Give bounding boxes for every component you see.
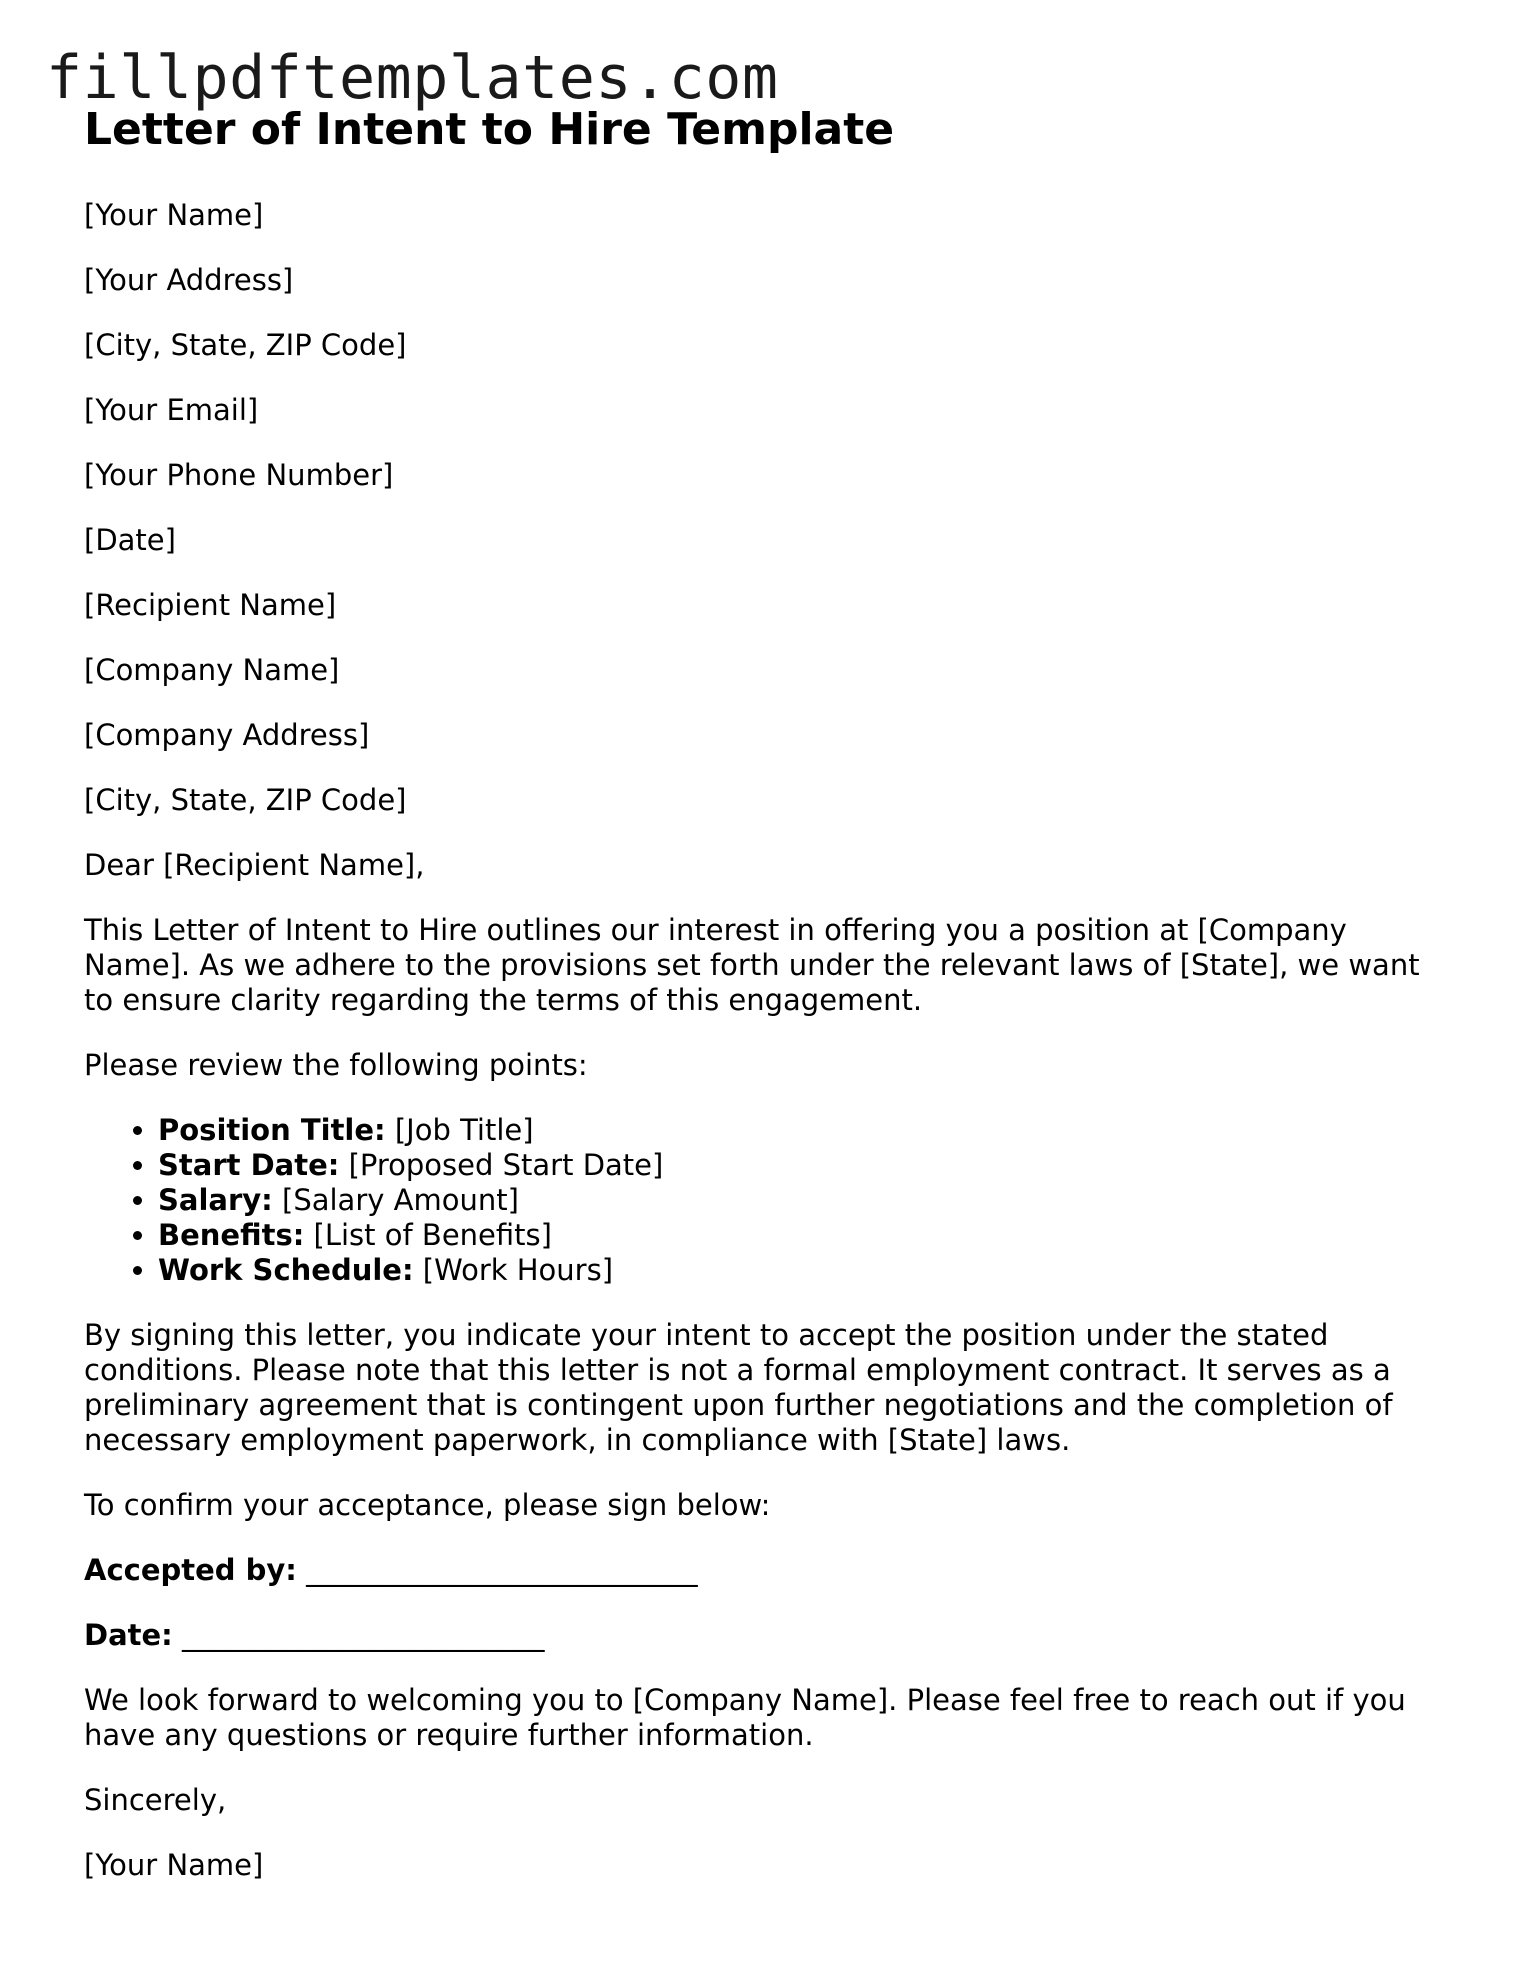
sender-name: [Your Name] — [84, 198, 264, 232]
list-item-label: Benefits: — [158, 1218, 305, 1252]
list-item-value: [List of Benefits] — [304, 1218, 552, 1252]
list-item-value: [Proposed Start Date] — [339, 1148, 664, 1182]
list-item — [158, 1218, 1424, 1253]
confirm-line: To confirm your acceptance, please sign below: — [84, 1488, 771, 1522]
list-item-label: Work Schedule: — [158, 1253, 414, 1287]
letter-date: [Date] — [84, 523, 176, 557]
site-watermark: fillpdftemplates.com — [46, 43, 779, 113]
date-field[interactable] — [84, 1618, 1424, 1653]
sender-address: [Your Address] — [84, 263, 294, 297]
sender-email: [Your Email] — [84, 393, 259, 427]
accepted-by-label: Accepted by: — [84, 1553, 297, 1587]
list-item-value: [Salary Amount] — [272, 1183, 519, 1217]
points-intro: Please review the following points: — [84, 1048, 588, 1082]
list-item — [158, 1148, 1424, 1183]
terms-list — [84, 1113, 1424, 1288]
list-item-label: Salary: — [158, 1183, 273, 1217]
page-title: Letter of Intent to Hire Template — [84, 104, 895, 155]
list-item — [158, 1183, 1424, 1218]
sender-phone: [Your Phone Number] — [84, 458, 394, 492]
recipient-city-state-zip: [City, State, ZIP Code] — [84, 783, 407, 817]
list-item-label: Position Title: — [158, 1113, 386, 1147]
date-label: Date: — [84, 1618, 173, 1652]
recipient-address: [Company Address] — [84, 718, 370, 752]
signature-name: [Your Name] — [84, 1848, 264, 1882]
closing-paragraph: We look forward to welcoming you to [Company Name]. Please feel free to reach out if you have any questions or require further information. — [84, 1683, 1406, 1752]
list-item-value: [Work Hours] — [413, 1253, 614, 1287]
accepted-by-field[interactable] — [84, 1553, 1424, 1588]
list-item-label: Start Date: — [158, 1148, 340, 1182]
salutation: Dear [Recipient Name], — [84, 848, 425, 882]
recipient-company: [Company Name] — [84, 653, 340, 687]
list-item — [158, 1113, 1424, 1148]
signing-paragraph: By signing this letter, you indicate your intent to accept the position under the stated conditions. Please note that this letter is not a formal employment contract. It serves as a preliminary agreement that is contingent upon further negotiations and the completion of necessary employment paperwork, in compliance with [State] laws. — [84, 1318, 1393, 1457]
date-line[interactable]: _________________________ — [172, 1618, 545, 1652]
sign-off: Sincerely, — [84, 1783, 227, 1817]
sender-city-state-zip: [City, State, ZIP Code] — [84, 328, 407, 362]
accepted-by-line[interactable]: ___________________________ — [296, 1553, 698, 1587]
recipient-name: [Recipient Name] — [84, 588, 337, 622]
list-item-value: [Job Title] — [385, 1113, 534, 1147]
letter-document — [84, 100, 1424, 1913]
intro-paragraph: This Letter of Intent to Hire outlines our interest in offering you a position at [Company Name]. As we adhere to the provisions set forth under the relevant laws of [State], we want to ensure clarity regarding the terms of this engagement. — [84, 913, 1420, 1017]
list-item — [158, 1253, 1424, 1288]
